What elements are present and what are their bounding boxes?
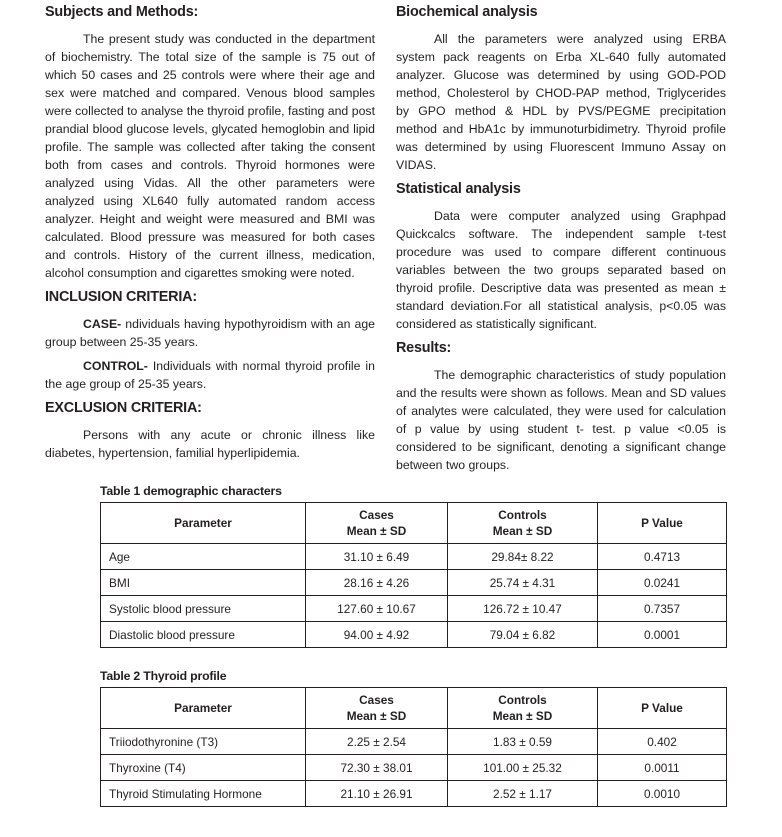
table-2-cell-parameter: Thyroid Stimulating Hormone xyxy=(101,781,306,807)
table-1-header-parameter: Parameter xyxy=(101,503,306,544)
subjects-methods-heading: Subjects and Methods: xyxy=(45,4,199,20)
table-2-cell-cases: 2.25 ± 2.54 xyxy=(306,729,448,755)
table-1-cell-pvalue: 0.0001 xyxy=(598,622,727,648)
table-1-header-cases-line2: Mean ± SD xyxy=(346,524,407,538)
table-2-header-parameter: Parameter xyxy=(101,688,306,729)
table-2-cell-controls: 1.83 ± 0.59 xyxy=(448,729,598,755)
table-2-header-row xyxy=(101,688,727,729)
case-criteria xyxy=(45,315,375,351)
inclusion-criteria-heading: INCLUSION CRITERIA: xyxy=(45,289,197,305)
table-2-header-cases-line2: Mean ± SD xyxy=(346,709,407,723)
table-row xyxy=(101,729,727,755)
table-2-cell-controls: 2.52 ± 1.17 xyxy=(448,781,598,807)
table-2-title: Table 2 Thyroid profile xyxy=(100,669,227,683)
table-1-cell-controls: 29.84± 8.22 xyxy=(448,544,598,570)
table-row xyxy=(101,544,727,570)
table-2-header-cases-line1: Cases xyxy=(359,693,394,707)
biochemical-analysis-heading: Biochemical analysis xyxy=(396,4,538,20)
control-text: Individuals with normal thyroid profile in the age group of 25-35 years. xyxy=(45,359,375,391)
table-1-header-row xyxy=(101,503,727,544)
table-2-header-controls xyxy=(448,688,598,729)
table-2-header-pvalue: P Value xyxy=(598,688,727,729)
table-1-cell-parameter: BMI xyxy=(101,570,306,596)
left-column xyxy=(45,0,375,462)
table-2-cell-cases: 21.10 ± 26.91 xyxy=(306,781,448,807)
table-2-block xyxy=(100,669,726,807)
table-2-cell-pvalue: 0.0011 xyxy=(598,755,727,781)
table-1 xyxy=(100,502,727,648)
control-label: CONTROL- xyxy=(83,359,148,373)
table-row xyxy=(101,622,727,648)
table-2-cell-pvalue: 0.402 xyxy=(598,729,727,755)
table-1-header-pvalue: P Value xyxy=(598,503,727,544)
table-1-cell-pvalue: 0.0241 xyxy=(598,570,727,596)
table-row xyxy=(101,596,727,622)
table-1-cell-controls: 126.72 ± 10.47 xyxy=(448,596,598,622)
case-label: CASE- xyxy=(83,317,122,331)
table-1-header-cases xyxy=(306,503,448,544)
table-row xyxy=(101,570,727,596)
table-1-cell-cases: 94.00 ± 4.92 xyxy=(306,622,448,648)
table-1-cell-pvalue: 0.4713 xyxy=(598,544,727,570)
statistical-analysis-text: Data were computer analyzed using Graphpad Quickcalcs software. The independent sample t-test procedure was used to compare different continuous variables between the two groups separated based on thyroid profile. Descriptive data was presented as mean ± standard deviation.For all statistical analysis, p<0.05 was considered as statistically significant. xyxy=(396,209,726,331)
table-1-block xyxy=(100,484,726,648)
table-1-cell-parameter: Systolic blood pressure xyxy=(101,596,306,622)
exclusion-criteria-text: Persons with any acute or chronic illness like diabetes, hypertension, familial hyperlipidemia. xyxy=(45,428,375,460)
results-text: The demographic characteristics of study population and the results were shown as follows. Mean and SD values of analytes were calculated, they were used for calculation of p value by using student t- test. p value <0.05 is considered to be significant, denoting a significant change between two groups. xyxy=(396,368,726,472)
table-2-cell-pvalue: 0.0010 xyxy=(598,781,727,807)
table-1-header-cases-line1: Cases xyxy=(359,508,394,522)
results-heading: Results: xyxy=(396,340,452,356)
table-1-header-controls-line2: Mean ± SD xyxy=(492,524,553,538)
statistical-analysis-heading: Statistical analysis xyxy=(396,181,521,197)
table-row xyxy=(101,755,727,781)
table-2-cell-controls: 101.00 ± 25.32 xyxy=(448,755,598,781)
table-2-cell-cases: 72.30 ± 38.01 xyxy=(306,755,448,781)
table-1-cell-cases: 28.16 ± 4.26 xyxy=(306,570,448,596)
table-1-header-controls-line1: Controls xyxy=(498,508,547,522)
table-1-cell-pvalue: 0.7357 xyxy=(598,596,727,622)
table-1-cell-cases: 31.10 ± 6.49 xyxy=(306,544,448,570)
subjects-methods-text: The present study was conducted in the department of biochemistry. The total size of the sample is 75 out of which 50 cases and 25 controls were where their age and sex were matched and compared. Venous blood samples were collected to analyse the thyroid profile, fasting and post prandial blood glucose levels, glycated hemoglobin and lipid profile. The sample was collected after taking the consent both from cases and controls. Thyroid hormones were analyzed using Vidas. All the other parameters were analyzed using XL640 fully automated random access analyzer. Height and weight were measured and BMI was calculated. Blood pressure was measured for both cases and controls. History of the current illness, medication, alcohol consumption and cigarettes smoking were noted. xyxy=(45,32,375,280)
table-2-header-controls-line1: Controls xyxy=(498,693,547,707)
table-1-header-controls xyxy=(448,503,598,544)
table-1-cell-parameter: Diastolic blood pressure xyxy=(101,622,306,648)
table-1-cell-controls: 79.04 ± 6.82 xyxy=(448,622,598,648)
biochemical-analysis-text: All the parameters were analyzed using ERBA system pack reagents on Erba XL-640 fully automated analyzer. Glucose was determined by using GOD-POD method, Cholesterol by CHOD-PAP method, Triglycerides by GPO method & HDL by PVS/PEGME precipitation method and HbA1c by immunoturbidimetry. Thyroid profile was determined by using Fluorescent Immuno Assay on VIDAS. xyxy=(396,32,726,172)
table-1-cell-controls: 25.74 ± 4.31 xyxy=(448,570,598,596)
table-2-cell-parameter: Thyroxine (T4) xyxy=(101,755,306,781)
table-1-cell-cases: 127.60 ± 10.67 xyxy=(306,596,448,622)
table-2-cell-parameter: Triiodothyronine (T3) xyxy=(101,729,306,755)
table-row xyxy=(101,781,727,807)
table-2-header-cases xyxy=(306,688,448,729)
table-2-header-controls-line2: Mean ± SD xyxy=(492,709,553,723)
right-column xyxy=(396,0,726,474)
exclusion-criteria-heading: EXCLUSION CRITERIA: xyxy=(45,400,202,416)
table-2 xyxy=(100,687,727,807)
case-text: ndividuals having hypothyroidism with an age group between 25-35 years. xyxy=(45,317,375,349)
table-1-cell-parameter: Age xyxy=(101,544,306,570)
control-criteria xyxy=(45,357,375,393)
table-1-title: Table 1 demographic characters xyxy=(100,484,282,498)
